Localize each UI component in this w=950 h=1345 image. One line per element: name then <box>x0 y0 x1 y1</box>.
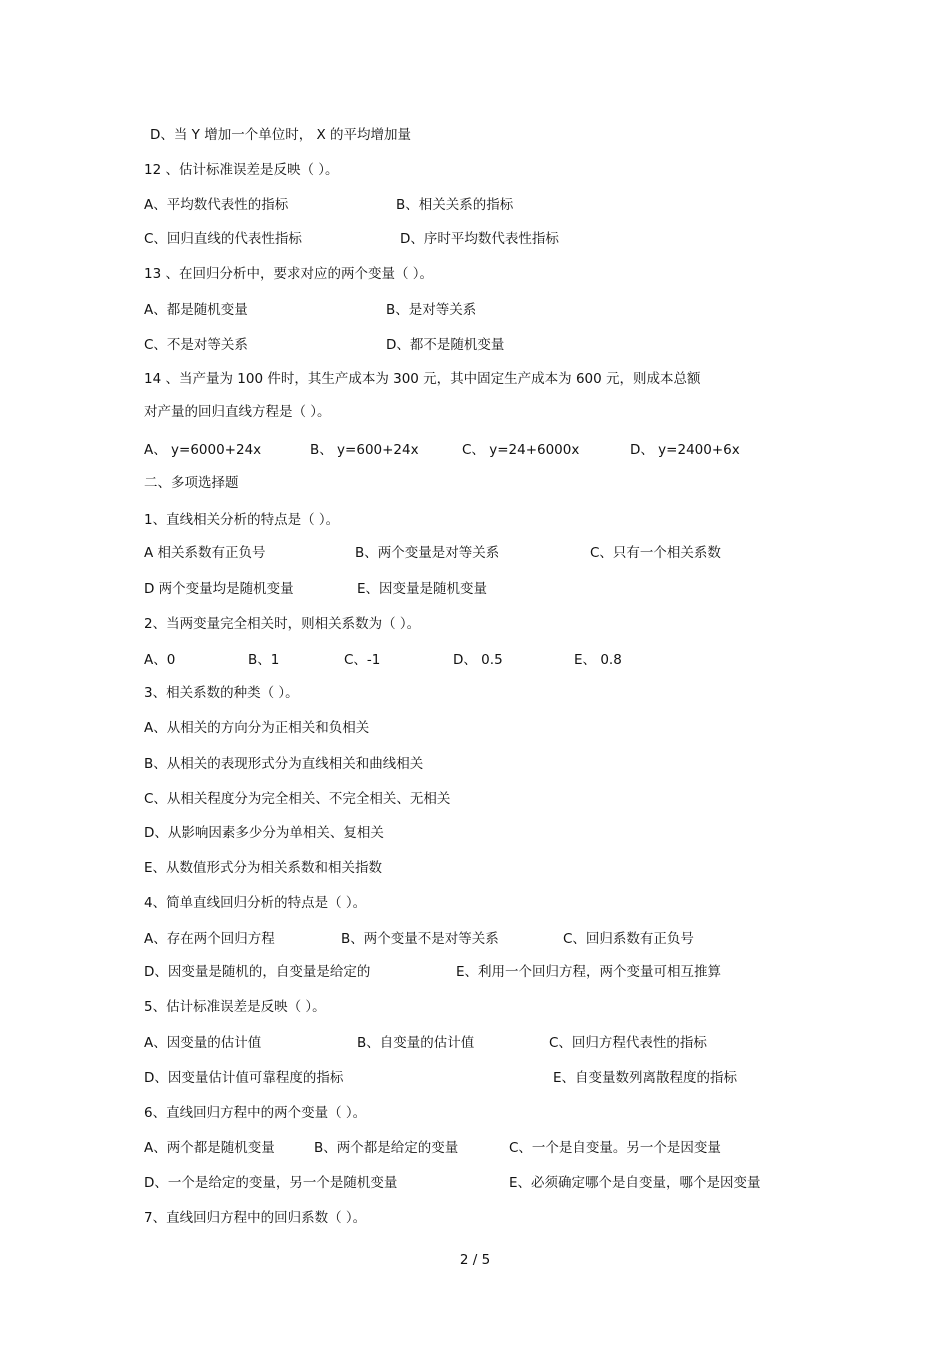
option-b: B、两个变量不是对等关系 <box>341 931 499 947</box>
question-14: 14 、当产量为 100 件时，其生产成本为 300 元，其中固定生产成本为 600 元，则成本总额 <box>144 371 701 387</box>
option-b: B、是对等关系 <box>386 302 477 318</box>
option-b: B、 y=600+24x <box>310 442 419 458</box>
question-1: 1、直线相关分析的特点是（ ）。 <box>144 512 340 528</box>
question-2: 2、当两变量完全相关时，则相关系数为（ ）。 <box>144 616 421 632</box>
option-d: D、一个是给定的变量，另一个是随机变量 <box>144 1175 398 1191</box>
option-b: B、两个都是给定的变量 <box>314 1140 459 1156</box>
option-e: E、 0.8 <box>574 652 622 668</box>
option-c: C、-1 <box>344 652 381 668</box>
page-number: 2 / 5 <box>459 1252 491 1268</box>
option-b: B、1 <box>248 652 280 668</box>
question-7: 7、直线回归方程中的回归系数（ ）。 <box>144 1210 367 1226</box>
question-5: 5、估计标准误差是反映（ ）。 <box>144 999 326 1015</box>
option-a: A、两个都是随机变量 <box>144 1140 275 1156</box>
option-a: A、都是随机变量 <box>144 302 248 318</box>
option-c: C、回归方程代表性的指标 <box>549 1035 707 1051</box>
option-e: E、必须确定哪个是自变量，哪个是因变量 <box>509 1175 761 1191</box>
option-a: A、 y=6000+24x <box>144 442 262 458</box>
option-a: A、因变量的估计值 <box>144 1035 262 1051</box>
option-c: C、 y=24+6000x <box>462 442 580 458</box>
option-d: D、 0.5 <box>453 652 503 668</box>
option-c: C、回归系数有正负号 <box>563 931 694 947</box>
option-a: A、从相关的方向分为正相关和负相关 <box>144 720 370 736</box>
question-3: 3、相关系数的种类（ ）。 <box>144 685 299 701</box>
option-c: C、只有一个相关系数 <box>590 545 721 561</box>
option-e: E、从数值形式分为相关系数和相关指数 <box>144 860 383 876</box>
option-b: B、从相关的表现形式分为直线相关和曲线相关 <box>144 756 424 772</box>
option-d: D、从影响因素多少分为单相关、复相关 <box>144 825 384 841</box>
option-b: B、自变量的估计值 <box>357 1035 475 1051</box>
option-d: D、因变量估计值可靠程度的指标 <box>144 1070 344 1086</box>
section-heading: 二、多项选择题 <box>144 475 239 491</box>
question-14-continued: 对产量的回归直线方程是（ ）。 <box>144 404 331 420</box>
option-d: D、因变量是随机的，自变量是给定的 <box>144 964 371 980</box>
option-a: A、存在两个回归方程 <box>144 931 275 947</box>
option-d: D、 y=2400+6x <box>630 442 740 458</box>
option-b: B、两个变量是对等关系 <box>355 545 500 561</box>
option-d: D 两个变量均是随机变量 <box>144 581 294 597</box>
option-a: A、0 <box>144 652 176 668</box>
option-e: E、因变量是随机变量 <box>357 581 488 597</box>
option-a: A 相关系数有正负号 <box>144 545 266 561</box>
question-4: 4、简单直线回归分析的特点是（ ）。 <box>144 895 367 911</box>
option-d: D、序时平均数代表性指标 <box>400 231 559 247</box>
option-d: D、都不是随机变量 <box>386 337 505 353</box>
option-c: C、一个是自变量。另一个是因变量 <box>509 1140 721 1156</box>
option-c: C、回归直线的代表性指标 <box>144 231 302 247</box>
text-line: D、当 Y 增加一个单位时， X 的平均增加量 <box>150 127 412 143</box>
option-e: E、利用一个回归方程，两个变量可相互推算 <box>456 964 722 980</box>
option-c: C、不是对等关系 <box>144 337 248 353</box>
question-12: 12 、估计标准误差是反映（ ）。 <box>144 162 339 178</box>
option-a: A、平均数代表性的指标 <box>144 197 289 213</box>
option-e: E、自变量数列离散程度的指标 <box>553 1070 738 1086</box>
option-c: C、从相关程度分为完全相关、不完全相关、无相关 <box>144 791 451 807</box>
question-13: 13 、在回归分析中，要求对应的两个变量（ ）。 <box>144 266 434 282</box>
option-b: B、相关关系的指标 <box>396 197 514 213</box>
question-6: 6、直线回归方程中的两个变量（ ）。 <box>144 1105 367 1121</box>
